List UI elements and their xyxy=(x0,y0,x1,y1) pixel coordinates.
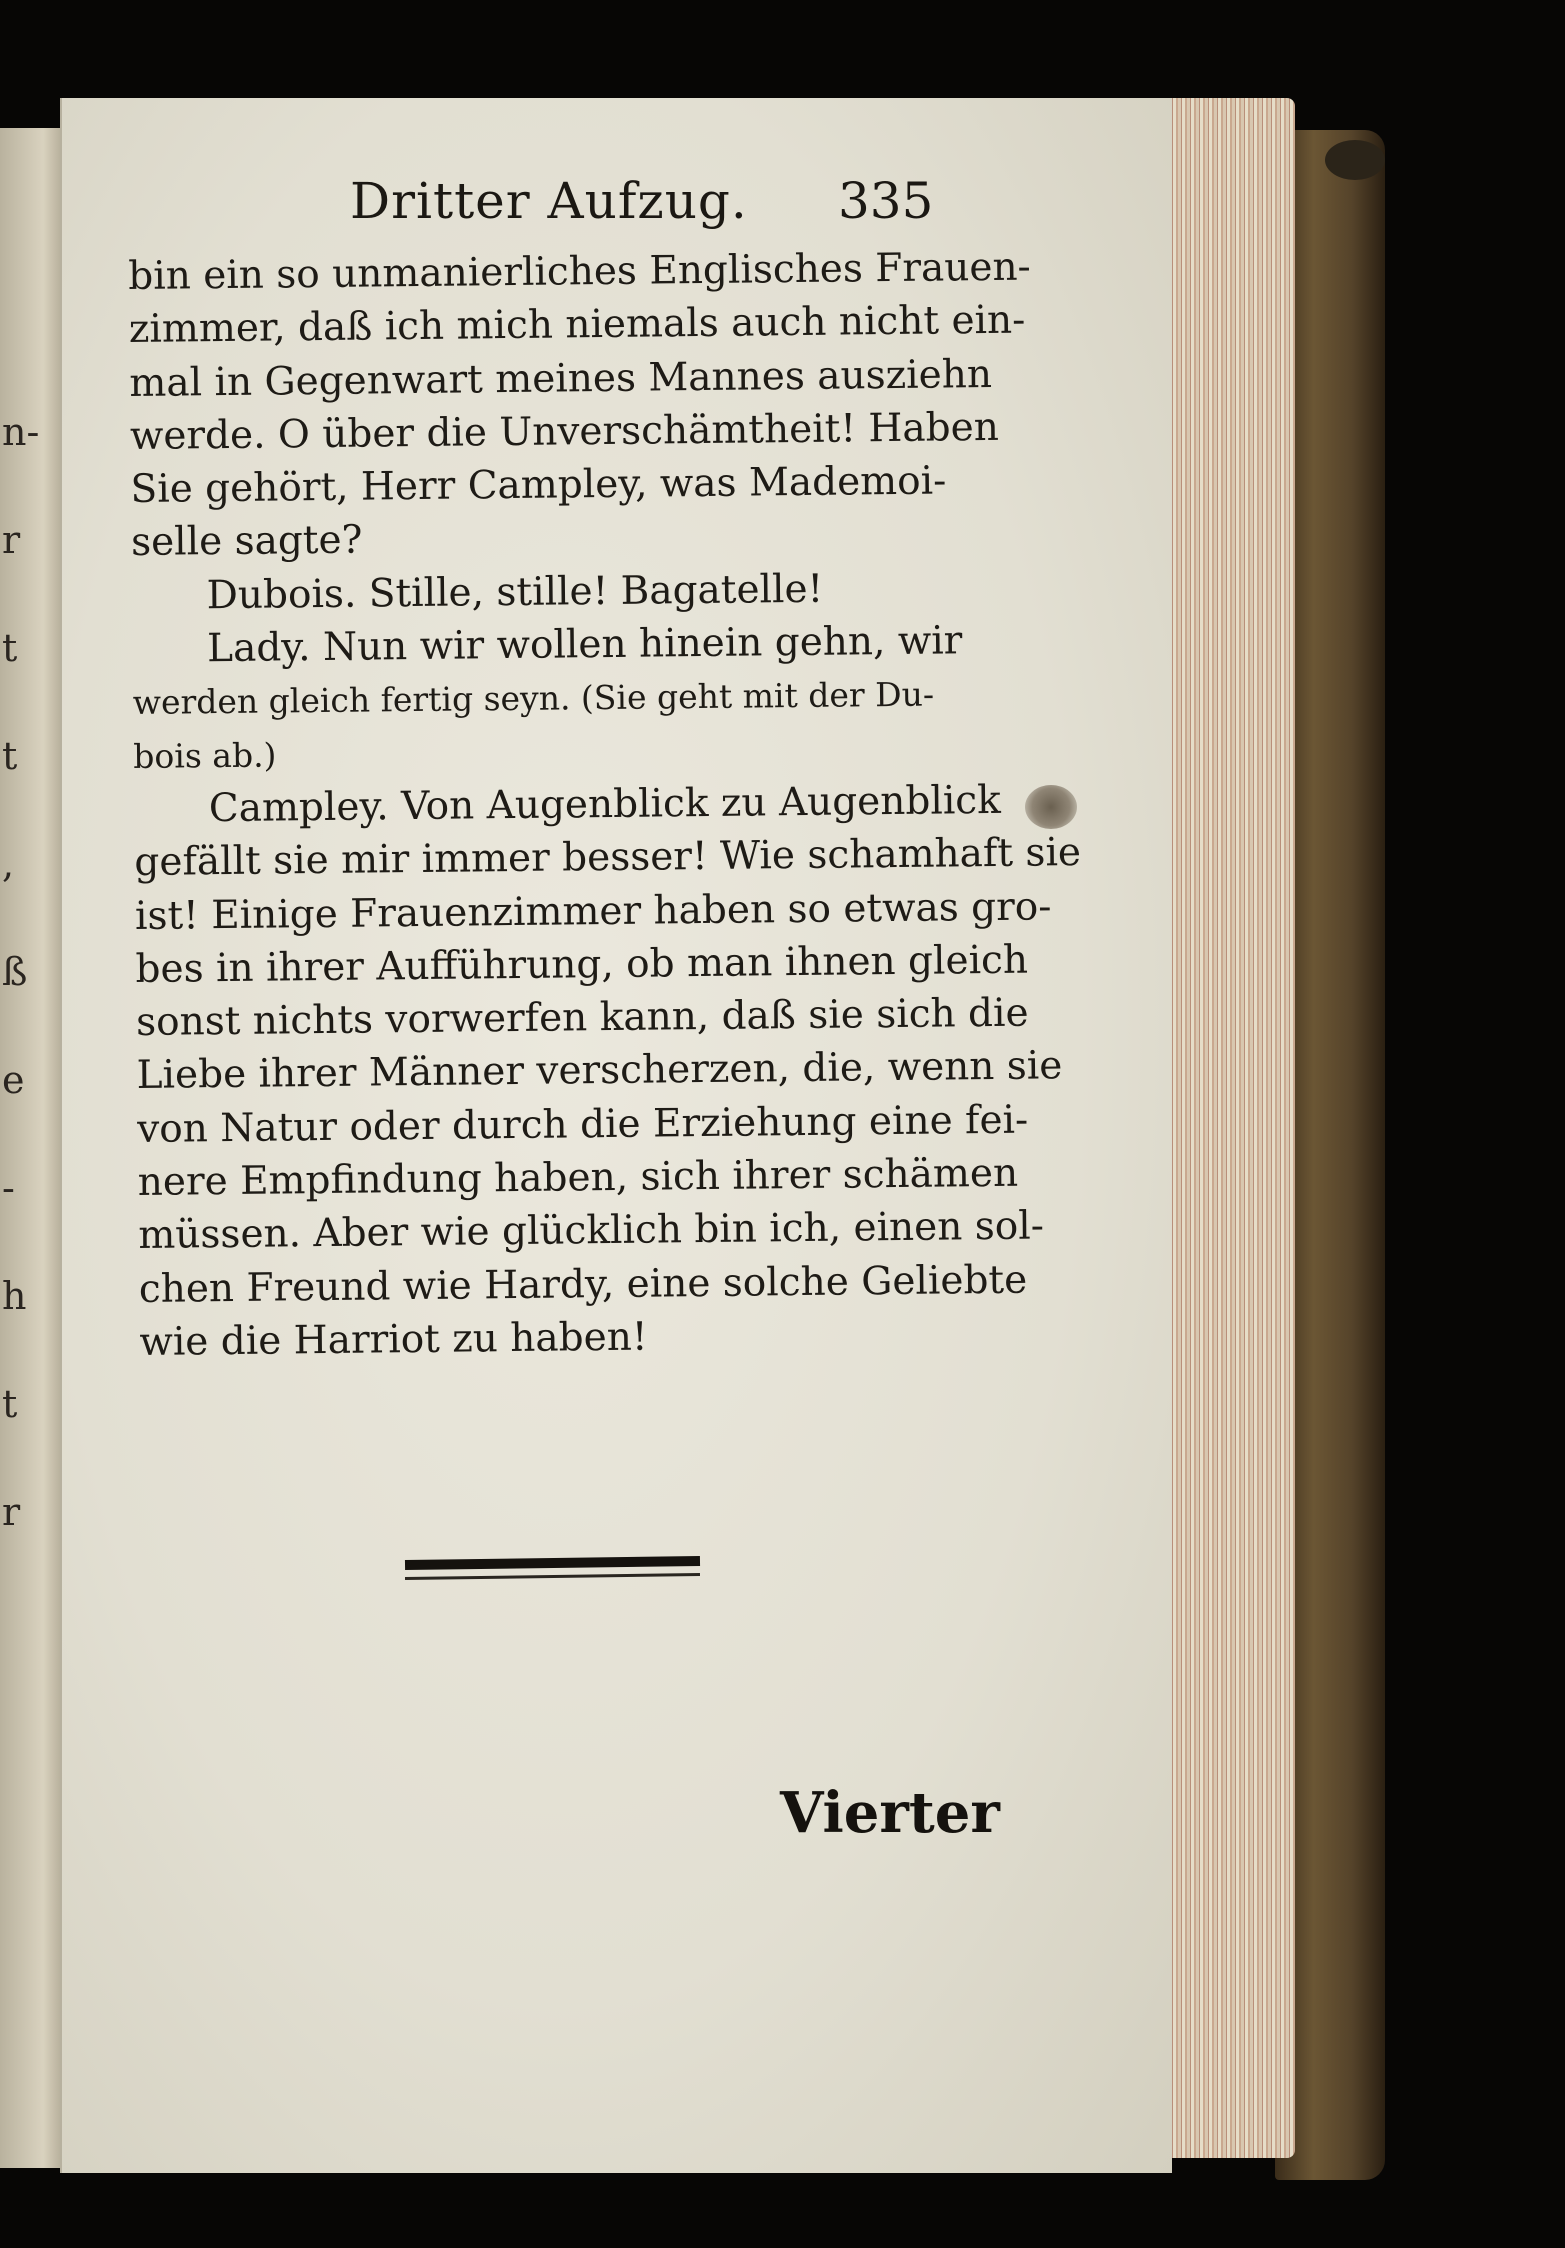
left-fragment: t xyxy=(2,1382,18,1426)
paper-stain xyxy=(1025,785,1077,829)
left-page-fragments xyxy=(2,378,62,1566)
left-fragment: n- xyxy=(2,410,40,454)
text-line: bes in ihrer Aufführung, ob man ihnen gleich xyxy=(135,937,1029,992)
text-line: selle sagte? xyxy=(130,518,363,566)
left-fragment: t xyxy=(2,734,18,778)
text-line: werden gleich fertig seyn. (Sie geht mit der Du- xyxy=(132,674,935,723)
text-line: müssen. Aber wie glücklich bin ich, einen sol- xyxy=(138,1203,1045,1259)
page-header xyxy=(0,172,1565,242)
text-line: bin ein so unmanierliches Englisches Frauen- xyxy=(128,244,1031,299)
left-fragment: - xyxy=(2,1166,15,1210)
text-line: wie die Harriot zu haben! xyxy=(139,1314,648,1365)
speaker-line: Lady. Nun wir wollen hinein gehn, wir xyxy=(206,618,963,672)
text-line: gefällt sie mir immer besser! Wie schamhaft sie xyxy=(134,830,1082,886)
text-line: ist! Einige Frauenzimmer haben so etwas gro- xyxy=(134,883,1052,939)
speaker-line: Campley. Von Augenblick zu Augenblick xyxy=(208,777,1001,832)
left-fragment: h xyxy=(2,1274,27,1318)
left-fragment: t xyxy=(2,626,18,670)
text-line: von Natur oder durch die Erziehung eine fei- xyxy=(136,1097,1029,1152)
text-line: bois ab.) xyxy=(133,735,277,776)
catchword: Vierter xyxy=(780,1780,1000,1846)
body-text xyxy=(128,241,1082,1369)
left-fragment: , xyxy=(2,842,15,886)
text-line: Liebe ihrer Männer verscherzen, die, wenn sie xyxy=(136,1043,1063,1099)
text-line: chen Freund wie Hardy, eine solche Geliebte xyxy=(138,1257,1028,1312)
left-fragment: r xyxy=(2,518,21,562)
page-edges xyxy=(1155,98,1295,2158)
running-title: Dritter Aufzug. xyxy=(350,172,748,230)
text-line: werde. O über die Unverschämtheit! Haben xyxy=(129,404,1000,459)
text-line: mal in Gegenwart meines Mannes ausziehn xyxy=(129,351,993,406)
text-line: Sie gehört, Herr Campley, was Mademoi- xyxy=(130,458,947,513)
text-line: zimmer, daß ich mich niemals auch nicht ein- xyxy=(128,297,1026,353)
text-line: sonst nichts vorwerfen kann, daß sie sich die xyxy=(135,990,1029,1046)
left-fragment: e xyxy=(2,1058,25,1102)
text-line: nere Empfindung haben, sich ihrer schämen xyxy=(137,1150,1019,1205)
speaker-line: Dubois. Stille, stille! Bagatelle! xyxy=(206,566,824,618)
page-number: 335 xyxy=(838,172,934,230)
left-fragment: r xyxy=(2,1490,21,1534)
left-fragment: ß xyxy=(2,950,28,994)
